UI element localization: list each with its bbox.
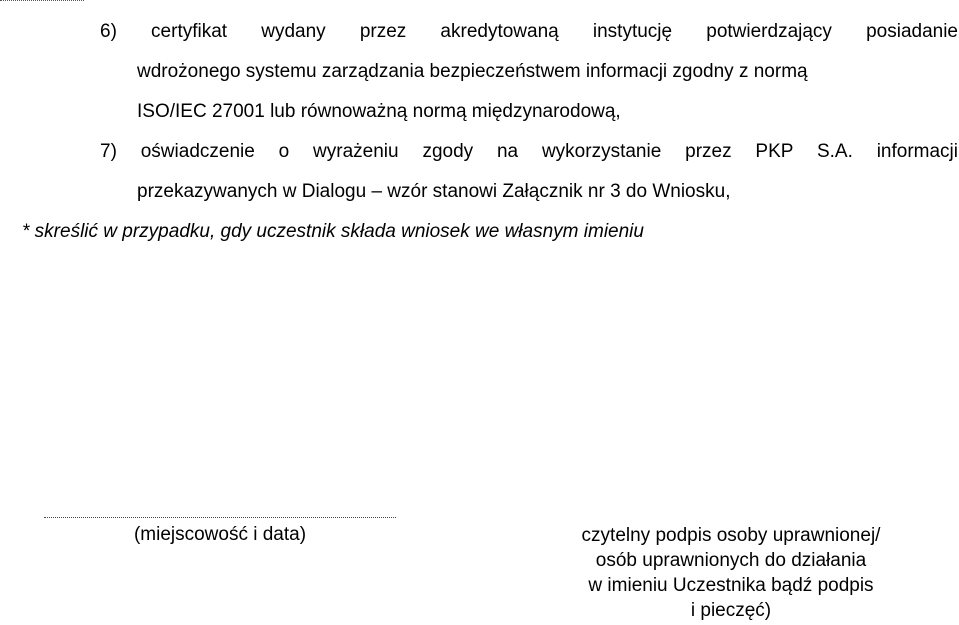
signatory-caption-line: i pieczęć) [690, 600, 772, 621]
footnote: * skreślić w przypadku, gdy uczestnik składa wniosek we własnym imieniu [22, 221, 644, 242]
list-item-6-line-1: 6) certyfikat wydany przez akredytowaną instytucję potwierdzający posiadanie [100, 21, 958, 42]
signatory-caption-line: czytelny podpis osoby uprawnionej/ [581, 525, 881, 546]
signatory-caption-line: osób uprawnionych do działania [595, 550, 867, 571]
list-item-7-line-2: przekazywanych w Dialogu – wzór stanowi Załącznik nr 3 do Wniosku, [137, 181, 731, 202]
place-date-label: (miejscowość i data) [133, 524, 307, 545]
signatory-caption [528, 523, 934, 623]
top-dotted-rule [0, 0, 84, 1]
list-item-6-line-3: ISO/IEC 27001 lub równoważną normą międzynarodową, [137, 101, 621, 122]
list-item-7-line-1: 7) oświadczenie o wyrażeniu zgody na wykorzystanie przez PKP S.A. informacji [100, 141, 958, 162]
signature-dotted-line [44, 517, 396, 518]
list-item-6-line-2: wdrożonego systemu zarządzania bezpieczeństwem informacji zgodny z normą [137, 61, 808, 82]
signatory-caption-line: w imieniu Uczestnika bądź podpis [588, 575, 874, 596]
